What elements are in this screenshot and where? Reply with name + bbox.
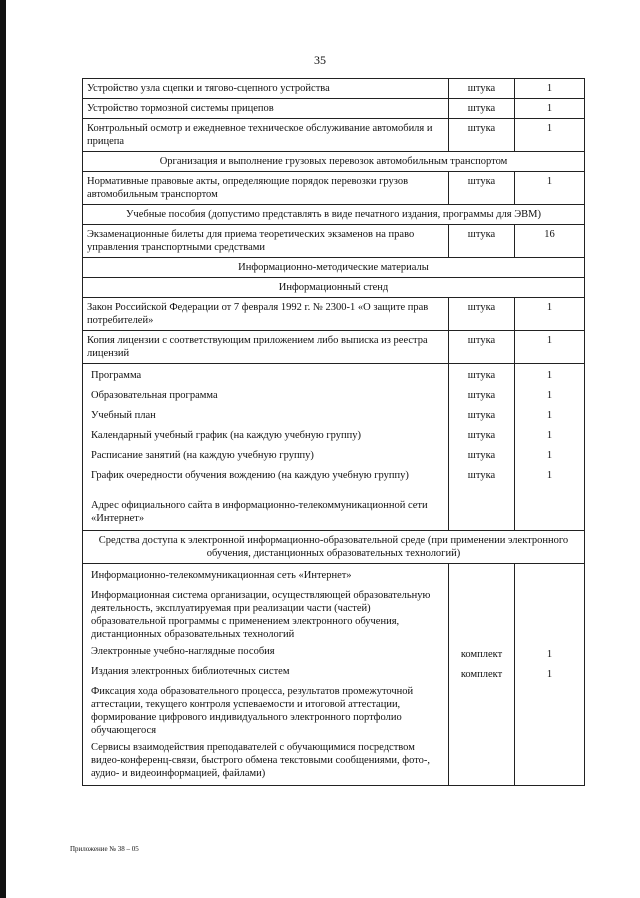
- group-item: Программа: [91, 370, 142, 381]
- group-qty: 1: [546, 668, 553, 680]
- group-qty: 1: [546, 430, 553, 441]
- group-item: Издания электронных библиотечных систем: [91, 666, 290, 677]
- group-item: Информационная система организации, осуществляющей образовательную деятельность, эксплуатируемая при реализации части (частей) образовательной программы с применением электронного обучения, дистанционных образовательных технологий: [91, 590, 431, 640]
- item-name: Копия лицензии с соответствующим приложением либо выписка из реестра лицензий: [83, 331, 449, 364]
- table-body: [83, 79, 585, 786]
- table-row: [83, 172, 585, 205]
- group-qty: 1: [546, 450, 553, 461]
- table-row: [83, 99, 585, 119]
- group-item: Образовательная программа: [91, 390, 218, 401]
- group-unit: штука: [467, 390, 496, 401]
- group-item: Учебный план: [91, 410, 156, 421]
- item-qty: 1: [515, 99, 585, 119]
- section-title: Средства доступа к электронной информационно-образовательной среде (при применении электронного обучения, дистанционных образовательных технологий): [83, 531, 585, 564]
- group-qty: 1: [546, 390, 553, 401]
- group-qtys: [515, 564, 585, 786]
- group-unit: штука: [467, 450, 496, 461]
- item-name: Устройство узла сцепки и тягово-сцепного устройства: [83, 79, 449, 99]
- appendix-footer: Приложение № 38 – 05: [70, 845, 139, 853]
- page-number: 35: [314, 53, 326, 67]
- section-row: [83, 278, 585, 298]
- group-qty: 1: [546, 410, 553, 421]
- item-unit: штука: [449, 172, 515, 205]
- item-unit: штука: [449, 119, 515, 152]
- item-qty: 1: [515, 331, 585, 364]
- group-unit: штука: [467, 410, 496, 421]
- group-item: Сервисы взаимодействия преподавателей с обучающимися посредством видео-конференц-связи, быстрого обмена текстовыми сообщениями, фото-, аудио- и видеоинформацией, файлами): [91, 742, 431, 779]
- table-row-group: [83, 364, 585, 531]
- section-row: [83, 152, 585, 172]
- spacer: [453, 620, 510, 646]
- section-title: Учебные пособия (допустимо представлять в виде печатного издания, программы для ЭВМ): [83, 205, 585, 225]
- item-name: Закон Российской Федерации от 7 февраля 1992 г. № 2300-1 «О защите прав потребителей»: [83, 298, 449, 331]
- group-items: [83, 364, 449, 531]
- group-unit: штука: [467, 470, 496, 481]
- table-row: [83, 298, 585, 331]
- section-title: Организация и выполнение грузовых перевозок автомобильным транспортом: [83, 152, 585, 172]
- group-item: Фиксация хода образовательного процесса, результатов промежуточной аттестации, текущего контроля успеваемости и итоговой аттестации, формирование цифрового индивидуального электронного портфолио обучающегося: [91, 686, 414, 736]
- item-qty: 16: [515, 225, 585, 258]
- item-qty: 1: [515, 119, 585, 152]
- table-row: [83, 119, 585, 152]
- spacer: [519, 620, 580, 646]
- section-title: Информационно-методические материалы: [83, 258, 585, 278]
- item-name: Экзаменационные билеты для приема теоретических экзаменов на право управления транспортными средствами: [83, 225, 449, 258]
- spacer: [519, 593, 580, 619]
- group-unit: штука: [467, 430, 496, 441]
- spacer: [453, 593, 510, 619]
- group-item: График очередности обучения вождению (на каждую учебную группу): [91, 470, 409, 481]
- section-row: [83, 205, 585, 225]
- group-unit: комплект: [460, 668, 503, 680]
- item-unit: штука: [449, 79, 515, 99]
- section-title: Информационный стенд: [83, 278, 585, 298]
- group-item: Электронные учебно-наглядные пособия: [91, 646, 275, 657]
- group-qty: 1: [546, 370, 553, 381]
- group-units: [449, 564, 515, 786]
- group-item: Адрес официального сайта в информационно-телекоммуникационной сети «Интернет»: [91, 500, 428, 524]
- item-qty: 1: [515, 298, 585, 331]
- table-row-group: [83, 564, 585, 786]
- equipment-table: [82, 78, 585, 786]
- item-unit: штука: [449, 298, 515, 331]
- item-unit: штука: [449, 331, 515, 364]
- item-qty: 1: [515, 79, 585, 99]
- group-qty: 1: [546, 648, 553, 660]
- group-item: Информационно-телекоммуникационная сеть «Интернет»: [91, 570, 352, 581]
- item-name: Нормативные правовые акты, определяющие порядок перевозки грузов автомобильным транспортом: [83, 172, 449, 205]
- item-name: Устройство тормозной системы прицепов: [83, 99, 449, 119]
- spacer: [519, 567, 580, 593]
- spacer: [453, 567, 510, 593]
- table-row: [83, 331, 585, 364]
- group-item: Календарный учебный график (на каждую учебную группу): [91, 430, 361, 441]
- group-item: Расписание занятий (на каждую учебную группу): [91, 450, 314, 461]
- group-items: [83, 564, 449, 786]
- table-row: [83, 225, 585, 258]
- scan-edge: [0, 0, 6, 898]
- group-units: [449, 364, 515, 531]
- item-unit: штука: [449, 99, 515, 119]
- section-row: [83, 531, 585, 564]
- item-unit: штука: [449, 225, 515, 258]
- group-unit: комплект: [460, 648, 503, 660]
- group-qty: 1: [546, 470, 553, 481]
- item-name: Контрольный осмотр и ежедневное техническое обслуживание автомобиля и прицепа: [83, 119, 449, 152]
- group-unit: штука: [467, 370, 496, 381]
- item-qty: 1: [515, 172, 585, 205]
- group-qtys: [515, 364, 585, 531]
- section-row: [83, 258, 585, 278]
- table-row: [83, 79, 585, 99]
